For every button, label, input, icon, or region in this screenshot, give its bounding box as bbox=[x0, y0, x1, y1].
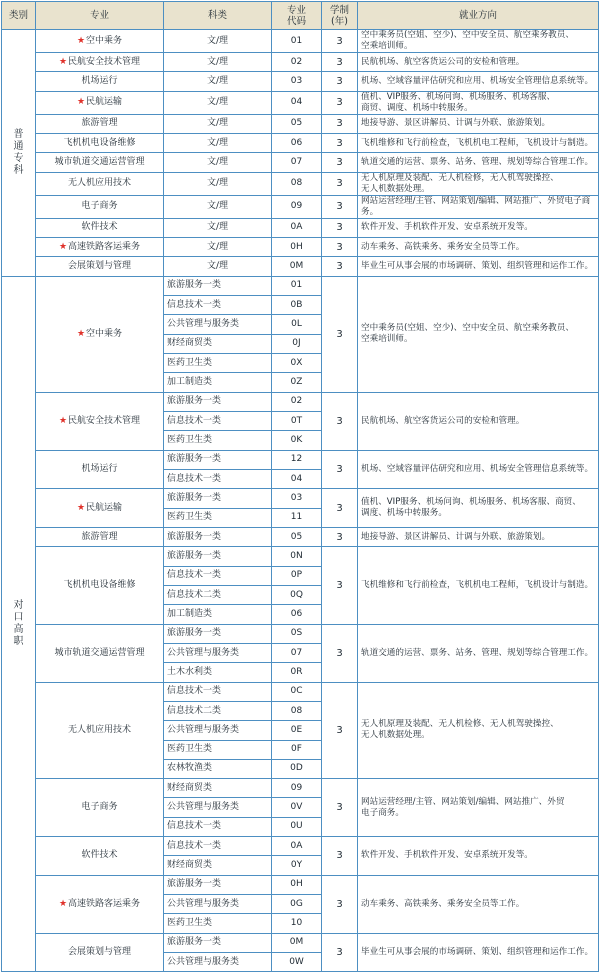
subject-cell: 公共管理与服务类 bbox=[164, 721, 272, 740]
years-cell: 3 bbox=[322, 218, 358, 237]
major-cell bbox=[36, 257, 164, 276]
code-cell: 0M bbox=[272, 257, 322, 276]
code-cell: 0V bbox=[272, 798, 322, 817]
subject-cell: 旅游服务一类 bbox=[164, 276, 272, 295]
code-cell: 09 bbox=[272, 779, 322, 798]
major-name: 民航安全技术管理 bbox=[68, 415, 141, 426]
subject-cell: 加工制造类 bbox=[164, 373, 272, 392]
subject-cell: 信息技术一类 bbox=[164, 682, 272, 701]
major-cell bbox=[36, 624, 164, 682]
major-name: 民航安全技术管理 bbox=[68, 56, 141, 67]
years-cell: 3 bbox=[322, 875, 358, 933]
table-row bbox=[2, 133, 599, 152]
subject-cell: 文/理 bbox=[164, 72, 272, 91]
major-name: 城市轨道交通运营管理 bbox=[54, 156, 145, 167]
career-cell: 民航机场、航空客货运公司的安检和管理。 bbox=[358, 53, 599, 72]
table-row bbox=[2, 153, 599, 172]
featured-star-icon: ★ bbox=[58, 56, 68, 67]
years-cell: 3 bbox=[322, 276, 358, 392]
major-cell bbox=[36, 237, 164, 256]
major-cell bbox=[36, 276, 164, 392]
code-cell: 0J bbox=[272, 334, 322, 353]
subject-cell: 医药卫生类 bbox=[164, 431, 272, 450]
table-row bbox=[2, 682, 599, 701]
subject-cell: 加工制造类 bbox=[164, 605, 272, 624]
table-row bbox=[2, 392, 599, 411]
career-cell: 飞机维修和飞行前检查，飞机机电工程师，飞机设计与制造。 bbox=[358, 547, 599, 624]
code-cell: 02 bbox=[272, 392, 322, 411]
years-cell: 3 bbox=[322, 837, 358, 876]
subject-cell: 文/理 bbox=[164, 257, 272, 276]
major-name: 民航运输 bbox=[86, 97, 123, 108]
major-cell bbox=[36, 527, 164, 546]
major-cell bbox=[36, 133, 164, 152]
code-cell: 0M bbox=[272, 933, 322, 952]
table-row bbox=[2, 114, 599, 133]
major-name: 机场运行 bbox=[81, 75, 118, 86]
category-label: 对口高职 bbox=[13, 600, 24, 648]
code-cell: 05 bbox=[272, 114, 322, 133]
table-row bbox=[2, 779, 599, 798]
code-cell: 0S bbox=[272, 624, 322, 643]
code-cell: 05 bbox=[272, 527, 322, 546]
table-body bbox=[2, 30, 599, 972]
featured-star-icon: ★ bbox=[76, 502, 86, 513]
table-row bbox=[2, 450, 599, 469]
code-cell: 0H bbox=[272, 237, 322, 256]
major-name: 旅游管理 bbox=[81, 531, 118, 542]
major-cell bbox=[36, 837, 164, 876]
years-cell: 3 bbox=[322, 450, 358, 489]
code-cell: 06 bbox=[272, 133, 322, 152]
subject-cell: 农林牧渔类 bbox=[164, 759, 272, 778]
career-cell: 空中乘务员(空姐、空少)、空中安全员、航空乘务教员、 空乘培训师。 bbox=[358, 30, 599, 53]
table-row bbox=[2, 624, 599, 643]
major-name: 高速铁路客运乘务 bbox=[68, 898, 141, 909]
code-cell: 11 bbox=[272, 508, 322, 527]
code-cell: 0F bbox=[272, 740, 322, 759]
code-cell: 0T bbox=[272, 411, 322, 430]
header-code: 专业 代码 bbox=[272, 2, 322, 30]
career-cell: 动车乘务、高铁乘务、乘务安全员等工作。 bbox=[358, 875, 599, 933]
code-cell: 0Z bbox=[272, 373, 322, 392]
code-cell: 04 bbox=[272, 469, 322, 488]
major-cell bbox=[36, 682, 164, 779]
years-cell: 3 bbox=[322, 30, 358, 53]
career-cell: 飞机维修和飞行前检查，飞机机电工程师，飞机设计与制造。 bbox=[358, 133, 599, 152]
code-cell: 09 bbox=[272, 195, 322, 218]
major-name: 城市轨道交通运营管理 bbox=[54, 647, 145, 658]
table-row bbox=[2, 218, 599, 237]
table-row bbox=[2, 91, 599, 114]
years-cell: 3 bbox=[322, 133, 358, 152]
code-cell: 0L bbox=[272, 315, 322, 334]
career-cell: 无人机原理及装配、无人机检修、无人机驾驶操控、 无人机数据处理。 bbox=[358, 682, 599, 779]
code-cell: 07 bbox=[272, 643, 322, 662]
featured-star-icon: ★ bbox=[58, 415, 68, 426]
years-cell: 3 bbox=[322, 195, 358, 218]
subject-cell: 公共管理与服务类 bbox=[164, 953, 272, 972]
years-cell: 3 bbox=[322, 547, 358, 624]
subject-cell: 文/理 bbox=[164, 172, 272, 195]
major-cell bbox=[36, 53, 164, 72]
career-cell: 软件开发、手机软件开发、安卓系统开发等。 bbox=[358, 837, 599, 876]
code-cell: 08 bbox=[272, 701, 322, 720]
major-name: 空中乘务 bbox=[86, 328, 123, 339]
subject-cell: 文/理 bbox=[164, 91, 272, 114]
major-cell bbox=[36, 72, 164, 91]
subject-cell: 旅游服务一类 bbox=[164, 392, 272, 411]
subject-cell: 医药卫生类 bbox=[164, 740, 272, 759]
major-name: 机场运行 bbox=[81, 463, 118, 474]
table-row bbox=[2, 276, 599, 295]
header-subject: 科类 bbox=[164, 2, 272, 30]
subject-cell: 信息技术一类 bbox=[164, 295, 272, 314]
code-cell: 08 bbox=[272, 172, 322, 195]
code-cell: 0K bbox=[272, 431, 322, 450]
code-cell: 0Q bbox=[272, 585, 322, 604]
major-cell bbox=[36, 195, 164, 218]
career-cell: 网站运营经理/主管、网站策划/编辑、网站推广、外贸 电子商务。 bbox=[358, 779, 599, 837]
subject-cell: 文/理 bbox=[164, 114, 272, 133]
career-cell: 动车乘务、高铁乘务、乘务安全员等工作。 bbox=[358, 237, 599, 256]
featured-star-icon: ★ bbox=[76, 35, 86, 46]
major-cell bbox=[36, 153, 164, 172]
subject-cell: 财经商贸类 bbox=[164, 334, 272, 353]
code-cell: 03 bbox=[272, 72, 322, 91]
table-row bbox=[2, 72, 599, 91]
table-header-row bbox=[2, 2, 599, 30]
subject-cell: 财经商贸类 bbox=[164, 779, 272, 798]
code-cell: 04 bbox=[272, 91, 322, 114]
subject-cell: 旅游服务一类 bbox=[164, 489, 272, 508]
years-cell: 3 bbox=[322, 527, 358, 546]
table-row bbox=[2, 195, 599, 218]
career-cell: 轨道交通的运营、票务、站务、管理、规划等综合管理工作。 bbox=[358, 153, 599, 172]
major-name: 软件技术 bbox=[81, 222, 118, 233]
years-cell: 3 bbox=[322, 91, 358, 114]
career-cell: 地接导游、景区讲解员、计调与外联、旅游策划。 bbox=[358, 527, 599, 546]
major-cell bbox=[36, 875, 164, 933]
years-cell: 3 bbox=[322, 933, 358, 972]
major-name: 无人机应用技术 bbox=[67, 178, 131, 189]
code-cell: 0A bbox=[272, 218, 322, 237]
subject-cell: 文/理 bbox=[164, 153, 272, 172]
table-row bbox=[2, 527, 599, 546]
table-row bbox=[2, 875, 599, 894]
code-cell: 0N bbox=[272, 547, 322, 566]
subject-cell: 医药卫生类 bbox=[164, 914, 272, 933]
subject-cell: 文/理 bbox=[164, 218, 272, 237]
years-cell: 3 bbox=[322, 114, 358, 133]
years-cell: 3 bbox=[322, 153, 358, 172]
years-cell: 3 bbox=[322, 172, 358, 195]
table-row bbox=[2, 53, 599, 72]
subject-cell: 信息技术一类 bbox=[164, 837, 272, 856]
subject-cell: 土木水利类 bbox=[164, 663, 272, 682]
major-cell bbox=[36, 779, 164, 837]
table-row bbox=[2, 172, 599, 195]
career-cell: 无人机原理及装配、无人机检修，无人机驾驶操控、 无人机数据处理。 bbox=[358, 172, 599, 195]
career-cell: 值机、VIP服务、机场问询、机场服务、机场客服、商贸、 调度、机场中转服务。 bbox=[358, 489, 599, 528]
code-cell: 03 bbox=[272, 489, 322, 508]
subject-cell: 信息技术一类 bbox=[164, 411, 272, 430]
code-cell: 10 bbox=[272, 914, 322, 933]
career-cell: 毕业生可从事会展的市场调研、策划、组织管理和运作工作。 bbox=[358, 933, 599, 972]
major-name: 无人机应用技术 bbox=[67, 724, 131, 735]
table-row bbox=[2, 933, 599, 952]
code-cell: 0X bbox=[272, 353, 322, 372]
featured-star-icon: ★ bbox=[58, 898, 68, 909]
category-label: 普通专科 bbox=[13, 128, 24, 176]
header-career: 就业方向 bbox=[358, 2, 599, 30]
code-cell: 0R bbox=[272, 663, 322, 682]
major-name: 软件技术 bbox=[81, 850, 118, 861]
major-cell bbox=[36, 392, 164, 450]
subject-cell: 公共管理与服务类 bbox=[164, 798, 272, 817]
subject-cell: 信息技术二类 bbox=[164, 701, 272, 720]
major-name: 飞机机电设备维修 bbox=[63, 137, 136, 148]
years-cell: 3 bbox=[322, 392, 358, 450]
years-cell: 3 bbox=[322, 624, 358, 682]
header-category: 类别 bbox=[2, 2, 36, 30]
category-cell bbox=[2, 30, 36, 277]
table-row bbox=[2, 547, 599, 566]
code-cell: 0C bbox=[272, 682, 322, 701]
years-cell: 3 bbox=[322, 257, 358, 276]
major-name: 空中乘务 bbox=[86, 35, 123, 46]
code-cell: 0W bbox=[272, 953, 322, 972]
career-cell: 地接导游、景区讲解员、计调与外联、旅游策划。 bbox=[358, 114, 599, 133]
code-cell: 0E bbox=[272, 721, 322, 740]
career-cell: 机场、空域容量评估研究和应用、机场安全管理信息系统等。 bbox=[358, 72, 599, 91]
code-cell: 0P bbox=[272, 566, 322, 585]
career-cell: 软件开发、手机软件开发、安卓系统开发等。 bbox=[358, 218, 599, 237]
header-years: 学制 (年) bbox=[322, 2, 358, 30]
featured-star-icon: ★ bbox=[76, 97, 86, 108]
major-name: 旅游管理 bbox=[81, 118, 118, 129]
major-cell bbox=[36, 114, 164, 133]
years-cell: 3 bbox=[322, 72, 358, 91]
major-cell bbox=[36, 450, 164, 489]
subject-cell: 旅游服务一类 bbox=[164, 547, 272, 566]
subject-cell: 医药卫生类 bbox=[164, 508, 272, 527]
career-cell: 空中乘务员(空姐、空少)、空中安全员、航空乘务教员、 空乘培训师。 bbox=[358, 276, 599, 392]
career-cell: 机场、空域容量评估研究和应用、机场安全管理信息系统等。 bbox=[358, 450, 599, 489]
career-cell: 轨道交通的运营、票务、站务、管理、规划等综合管理工作。 bbox=[358, 624, 599, 682]
major-name: 会展策划与管理 bbox=[67, 947, 131, 958]
code-cell: 12 bbox=[272, 450, 322, 469]
featured-star-icon: ★ bbox=[76, 328, 86, 339]
code-cell: 0D bbox=[272, 759, 322, 778]
majors-table bbox=[1, 1, 599, 972]
code-cell: 07 bbox=[272, 153, 322, 172]
table-row bbox=[2, 489, 599, 508]
code-cell: 0Y bbox=[272, 856, 322, 875]
code-cell: 0U bbox=[272, 817, 322, 836]
category-cell bbox=[2, 276, 36, 972]
career-cell: 值机、VIP服务、机场问询、机场服务、机场客服、 商贸、调度、机场中转服务。 bbox=[358, 91, 599, 114]
major-name: 民航运输 bbox=[86, 502, 123, 513]
subject-cell: 公共管理与服务类 bbox=[164, 315, 272, 334]
subject-cell: 公共管理与服务类 bbox=[164, 643, 272, 662]
major-name: 飞机机电设备维修 bbox=[63, 579, 136, 590]
career-cell: 毕业生可从事会展的市场调研、策划、组织管理和运作工作。 bbox=[358, 257, 599, 276]
subject-cell: 财经商贸类 bbox=[164, 856, 272, 875]
major-cell bbox=[36, 30, 164, 53]
major-cell bbox=[36, 547, 164, 624]
subject-cell: 医药卫生类 bbox=[164, 353, 272, 372]
code-cell: 0A bbox=[272, 837, 322, 856]
code-cell: 02 bbox=[272, 53, 322, 72]
major-name: 会展策划与管理 bbox=[67, 260, 131, 271]
featured-star-icon: ★ bbox=[58, 241, 68, 252]
subject-cell: 旅游服务一类 bbox=[164, 624, 272, 643]
subject-cell: 旅游服务一类 bbox=[164, 527, 272, 546]
code-cell: 01 bbox=[272, 276, 322, 295]
code-cell: 06 bbox=[272, 605, 322, 624]
subject-cell: 文/理 bbox=[164, 237, 272, 256]
subject-cell: 信息技术一类 bbox=[164, 566, 272, 585]
subject-cell: 文/理 bbox=[164, 195, 272, 218]
major-cell bbox=[36, 172, 164, 195]
major-cell bbox=[36, 91, 164, 114]
subject-cell: 文/理 bbox=[164, 53, 272, 72]
table-row bbox=[2, 257, 599, 276]
code-cell: 0H bbox=[272, 875, 322, 894]
years-cell: 3 bbox=[322, 53, 358, 72]
years-cell: 3 bbox=[322, 489, 358, 528]
years-cell: 3 bbox=[322, 779, 358, 837]
table-row bbox=[2, 837, 599, 856]
code-cell: 0B bbox=[272, 295, 322, 314]
major-name: 电子商务 bbox=[81, 201, 118, 212]
subject-cell: 文/理 bbox=[164, 133, 272, 152]
years-cell: 3 bbox=[322, 682, 358, 779]
subject-cell: 旅游服务一类 bbox=[164, 875, 272, 894]
subject-cell: 文/理 bbox=[164, 30, 272, 53]
career-cell: 民航机场、航空客货运公司的安检和管理。 bbox=[358, 392, 599, 450]
table-row bbox=[2, 30, 599, 53]
subject-cell: 公共管理与服务类 bbox=[164, 895, 272, 914]
code-cell: 01 bbox=[272, 30, 322, 53]
subject-cell: 信息技术一类 bbox=[164, 817, 272, 836]
subject-cell: 信息技术一类 bbox=[164, 469, 272, 488]
career-cell: 网站运营经理/主管、网站策划/编辑、网站推广、外贸电子商务。 bbox=[358, 195, 599, 218]
major-name: 电子商务 bbox=[81, 802, 118, 813]
code-cell: 0G bbox=[272, 895, 322, 914]
major-cell bbox=[36, 218, 164, 237]
subject-cell: 信息技术二类 bbox=[164, 585, 272, 604]
major-cell bbox=[36, 933, 164, 972]
major-cell bbox=[36, 489, 164, 528]
subject-cell: 旅游服务一类 bbox=[164, 933, 272, 952]
subject-cell: 旅游服务一类 bbox=[164, 450, 272, 469]
years-cell: 3 bbox=[322, 237, 358, 256]
major-name: 高速铁路客运乘务 bbox=[68, 241, 141, 252]
header-major: 专业 bbox=[36, 2, 164, 30]
table-row bbox=[2, 237, 599, 256]
